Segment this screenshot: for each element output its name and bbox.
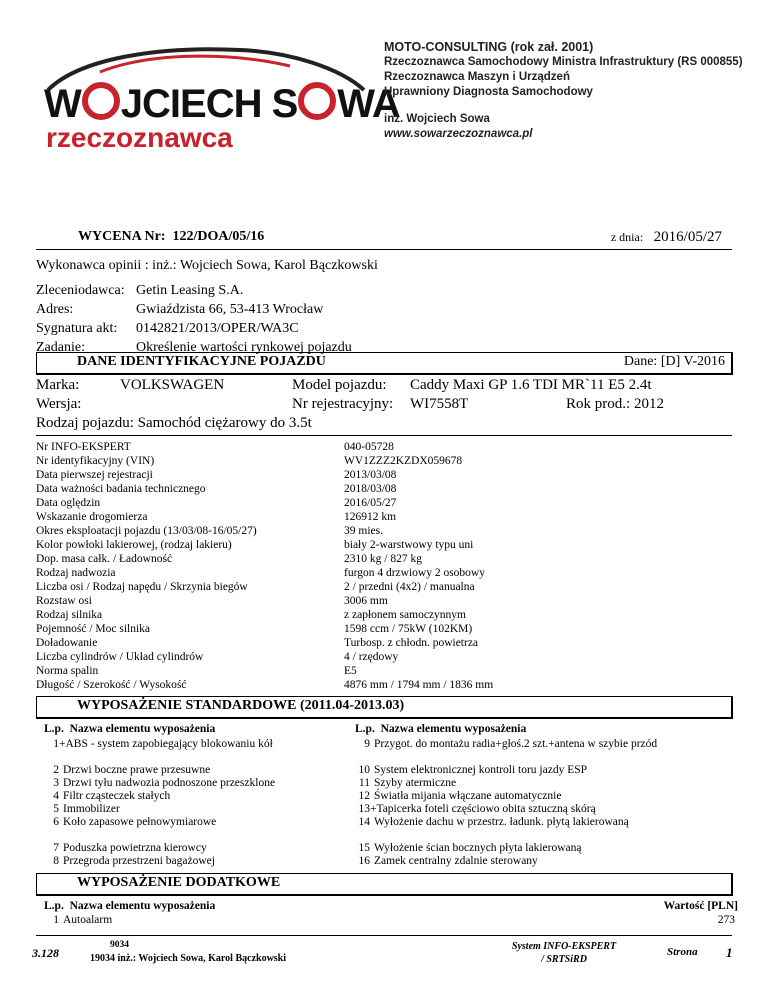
company-logo (40, 38, 400, 153)
col-lp: L.p. (355, 723, 375, 735)
ident-block (36, 377, 736, 437)
item-number: 5 (53, 803, 59, 815)
client-value: Getin Leasing S.A. (136, 283, 244, 298)
company-person: inż. Wojciech Sowa (384, 113, 490, 125)
model-label: Model pojazdu: (292, 377, 387, 393)
item-text: Autoalarm (63, 914, 113, 926)
detail-value: furgon 4 drzwiowy 2 osobowy (344, 567, 485, 579)
footer-code: 3.128 (32, 946, 59, 960)
client-value: 0142821/2013/OPER/WA3C (136, 321, 299, 336)
col-lp: L.p. (44, 900, 64, 912)
details-values (344, 440, 493, 692)
additional-col-header (44, 900, 215, 912)
nr-rej-value: WI7558T (410, 396, 469, 412)
item-text: System elektronicznej kontroli toru jazdy ESP (374, 764, 588, 776)
list-item (33, 842, 207, 855)
item-text: Przygot. do montażu radia+głoś.2 szt.+antena w szybie przód (374, 738, 658, 750)
item-text: Koło zapasowe pełnowymiarowe (63, 816, 217, 828)
item-number: 12 (358, 790, 370, 802)
detail-value: 3006 mm (344, 595, 388, 607)
marka-label: Marka: (36, 377, 80, 393)
company-line: Uprawniony Diagnosta Samochodowy (384, 86, 593, 98)
footer-system-line: System INFO-EKSPERT (511, 941, 617, 952)
item-number: 11 (358, 777, 370, 789)
detail-value: 2013/03/08 (344, 469, 397, 481)
item-number: 13 (358, 803, 370, 815)
marka-value: VOLKSWAGEN (120, 377, 225, 393)
wykonawca: Wykonawca opinii : inż.: Wojciech Sowa, Karol Bączkowski (36, 258, 378, 273)
detail-value: 39 mies. (344, 525, 383, 537)
list-item (344, 855, 538, 868)
logo-o-icon (298, 82, 336, 120)
col-lp: L.p. (44, 723, 64, 735)
item-text: +ABS - system zapobiegający blokowaniu kół (59, 738, 273, 750)
col-name: Nazwa elementu wyposażenia (69, 900, 216, 912)
ident-dane: Dane: [D] V-2016 (623, 354, 725, 369)
logo-o-icon (82, 82, 120, 120)
footer-divider (36, 935, 732, 936)
list-item (33, 764, 210, 777)
company-line: Rzeczoznawca Maszyn i Urządzeń (384, 71, 570, 83)
logo-word: JCIECH S (120, 82, 298, 126)
detail-value: WV1ZZZ2KZDX059678 (344, 455, 463, 467)
additional-title: WYPOSAŻENIE DODATKOWE (77, 875, 281, 890)
detail-value: 1598 ccm / 75kW (102KM) (344, 623, 473, 635)
detail-label: Nr identyfikacyjny (VIN) (36, 455, 155, 467)
detail-label: Liczba cylindrów / Układ cylindrów (36, 651, 204, 663)
item-text: Przegroda przestrzeni bagażowej (63, 855, 215, 867)
item-number: 14 (358, 816, 370, 828)
wycena-number: 122/DOA/05/16 (172, 229, 265, 244)
list-item (344, 738, 664, 751)
list-item (344, 803, 596, 816)
detail-value: 4876 mm / 1794 mm / 1836 mm (344, 679, 494, 691)
report-date (611, 229, 722, 246)
list-item (344, 816, 634, 829)
detail-value: z zapłonem samoczynnym (344, 609, 466, 621)
col-name: Nazwa elementu wyposażenia (69, 723, 216, 735)
detail-value: 2310 kg / 827 kg (344, 553, 422, 565)
standard-title: WYPOSAŻENIE STANDARDOWE (2011.04-2013.03) (77, 698, 405, 713)
wycena-label (78, 229, 264, 245)
item-text: Szyby atermiczne (374, 777, 457, 789)
detail-value: 2016/05/27 (344, 497, 397, 509)
detail-label: Kolor powłoki lakierowej, (rodzaj lakieru) (36, 539, 232, 551)
logo-subtitle: rzeczoznawca (46, 122, 233, 153)
detail-label: Dop. masa całk. / Ładowność (36, 553, 173, 565)
client-label: Zadanie: (36, 340, 85, 355)
detail-value: 2 / przedni (4x2) / manualna (344, 581, 475, 593)
list-item (344, 764, 587, 777)
additional-section-header (36, 873, 733, 896)
item-number: 9 (364, 738, 370, 750)
item-text: Drzwi tyłu nadwozia podnoszone przeszklone (63, 777, 276, 789)
item-text: Wyłożenie ścian bocznych płyta lakierowaną (374, 842, 582, 854)
wycena-label-text: WYCENA Nr: (78, 229, 166, 244)
footer-line2: 19034 inż.: Wojciech Sowa, Karol Bączkowski (90, 953, 287, 964)
item-number: 16 (358, 855, 370, 867)
ident-title: DANE IDENTYFIKACYJNE POJAZDU (77, 354, 326, 369)
company-website: www.sowarzeczoznawca.pl (384, 128, 533, 140)
detail-label: Nr INFO-EKSPERT (36, 441, 131, 453)
detail-value: E5 (344, 665, 357, 677)
detail-label: Data pierwszej rejestracji (36, 469, 153, 481)
logo-word: WA (337, 82, 400, 126)
item-number: 6 (53, 816, 59, 828)
client-block (36, 281, 352, 357)
list-item (33, 855, 215, 868)
list-item (33, 790, 170, 803)
detail-value: 2018/03/08 (344, 483, 397, 495)
detail-label: Pojemność / Moc silnika (36, 623, 151, 635)
divider (36, 435, 732, 436)
list-item (344, 777, 456, 790)
list-item (344, 790, 561, 803)
date-label: z dnia: (610, 230, 644, 244)
detail-value: biały 2-warstwowy typu uni (344, 539, 474, 551)
item-number: 4 (53, 790, 59, 802)
detail-label: Rodzaj nadwozia (36, 567, 116, 579)
client-label: Adres: (36, 302, 74, 317)
detail-label: Rodzaj silnika (36, 609, 103, 621)
item-number: 15 (358, 842, 370, 854)
detail-label: Liczba osi / Rodzaj napędu / Skrzynia biegów (36, 581, 248, 593)
rok-value: 2012 (634, 396, 664, 412)
item-number: 8 (53, 855, 59, 867)
item-number: 1 (53, 738, 59, 750)
page-label: Strona (667, 946, 698, 958)
detail-label: Norma spalin (36, 665, 99, 677)
detail-label: Okres eksploatacji pojazdu (13/03/08-16/05/27) (36, 525, 257, 537)
nr-rej-label: Nr rejestracyjny: (292, 396, 394, 412)
client-label: Zleceniodawca: (36, 283, 125, 298)
item-number: 3 (53, 777, 59, 789)
item-text: Poduszka powietrzna kierowcy (63, 842, 207, 854)
list-item (33, 816, 216, 829)
detail-value: Turbosp. z chłodn. powietrza (344, 637, 479, 649)
client-value: Określenie wartości rynkowej pojazdu (136, 340, 352, 355)
detail-value: 040-05728 (344, 441, 394, 453)
item-number: 1 (53, 914, 59, 926)
item-text: +Tapicerka foteli częściowo obita sztuczną skórą (370, 803, 596, 815)
item-number: 2 (53, 764, 59, 776)
standard-col-header-left (44, 723, 215, 735)
list-item (33, 738, 273, 751)
company-line: Rzeczoznawca Samochodowy Ministra Infrastruktury (RS 000855) (384, 56, 743, 68)
page-number: 1 (726, 945, 733, 960)
list-item (344, 842, 582, 855)
list-item (33, 914, 112, 927)
item-value: 273 (717, 914, 735, 926)
rok-label: Rok prod.: (566, 396, 631, 412)
ident-section-header (36, 352, 733, 375)
detail-value: 126912 km (344, 511, 397, 523)
detail-value: 4 / rzędowy (344, 651, 399, 663)
detail-label: Długość / Szerokość / Wysokość (36, 679, 187, 691)
col-name: Nazwa elementu wyposażenia (380, 723, 527, 735)
item-text: Immobilizer (63, 803, 120, 815)
list-item (33, 777, 275, 790)
footer-system (494, 940, 634, 966)
company-name: MOTO-CONSULTING (rok zał. 2001) (384, 40, 594, 54)
item-text: Wyłożenie dachu w przestrz. ładunk. płytą lakierowaną (374, 816, 629, 828)
footer-line1: 9034 (110, 940, 129, 950)
details-labels (36, 440, 257, 692)
list-item (33, 803, 120, 816)
company-info (384, 40, 743, 142)
item-text: Światła mijania włączane automatycznie (374, 790, 562, 802)
item-text: Filtr cząsteczek stałych (63, 790, 171, 802)
wersja-label: Wersja: (36, 396, 82, 412)
footer-system-line: / SRTSiRD (541, 954, 587, 965)
rodzaj-pojazdu: Rodzaj pojazdu: Samochód ciężarowy do 3.5t (36, 415, 312, 431)
model-value: Caddy Maxi GP 1.6 TDI MR`11 E5 2.4t (410, 377, 652, 393)
item-text: Drzwi boczne prawe przesuwne (63, 764, 211, 776)
item-text: Zamek centralny zdalnie sterowany (374, 855, 538, 867)
item-number: 7 (53, 842, 59, 854)
standard-section-header (36, 696, 733, 719)
logo-word: W (44, 82, 81, 126)
client-label: Sygnatura akt: (36, 321, 118, 336)
detail-label: Wskazanie drogomierza (36, 511, 148, 523)
standard-col-header-right (355, 723, 526, 735)
detail-label: Data oględzin (36, 497, 101, 509)
detail-label: Data ważności badania technicznego (36, 483, 206, 495)
col-value-header: Wartość [PLN] (663, 900, 738, 912)
item-number: 10 (358, 764, 370, 776)
detail-label: Rozstaw osi (36, 595, 92, 607)
client-value: Gwiaździsta 66, 53-413 Wrocław (136, 302, 324, 317)
detail-label: Doładowanie (36, 637, 98, 649)
date-value: 2016/05/27 (653, 229, 722, 245)
divider (36, 249, 732, 250)
